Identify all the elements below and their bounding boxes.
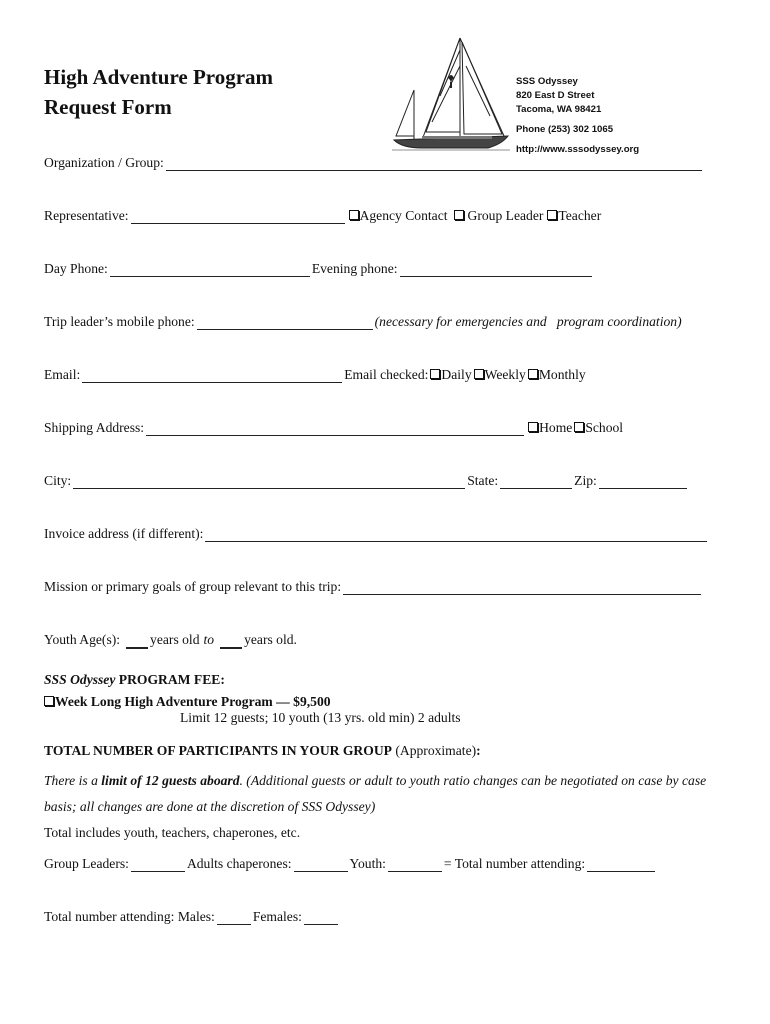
day-phone-label: Day Phone: <box>44 261 108 276</box>
note-part1: There is a <box>44 773 102 788</box>
week-long-label: Week Long High Adventure Program — $9,500 <box>55 694 331 709</box>
daily-checkbox[interactable] <box>430 369 440 379</box>
day-phone-field[interactable] <box>110 263 310 277</box>
fee-heading-rest: PROGRAM FEE: <box>115 672 225 687</box>
organization-label: Organization / Group: <box>44 155 164 170</box>
total-label: = Total number attending: <box>443 856 586 871</box>
weekly-label: Weekly <box>484 367 526 382</box>
mission-field[interactable] <box>343 581 701 595</box>
participants-heading-bold: TOTAL NUMBER OF PARTICIPANTS IN YOUR GROUP <box>44 743 392 758</box>
contact-street: 820 East D Street <box>516 90 595 101</box>
representative-row <box>44 208 601 224</box>
sailboat-icon <box>392 36 510 151</box>
limit-text: Limit 12 guests; 10 youth (13 yrs. old min) 2 adults <box>180 710 461 725</box>
organization-row <box>44 155 704 171</box>
daily-label: Daily <box>441 367 472 382</box>
youth-age-min-field[interactable] <box>126 634 148 649</box>
school-label: School <box>585 420 624 435</box>
city-label: City: <box>44 473 72 488</box>
youth-age-max-field[interactable] <box>220 634 242 649</box>
group-leader-checkbox[interactable] <box>454 210 464 220</box>
gender-counts-row <box>44 909 340 925</box>
title-line-2: Request Form <box>44 95 172 119</box>
trip-leader-phone-field[interactable] <box>197 316 373 330</box>
evening-phone-label: Evening phone: <box>311 261 398 276</box>
state-label: State: <box>467 473 499 488</box>
females-field[interactable] <box>304 911 338 925</box>
participants-heading <box>44 743 481 759</box>
organization-field[interactable] <box>166 157 702 171</box>
teacher-checkbox[interactable] <box>547 210 557 220</box>
weekly-checkbox[interactable] <box>474 369 484 379</box>
group-leader-label: Group Leader <box>467 208 544 223</box>
years-old-end-label: years old. <box>244 632 297 647</box>
note-part2: . (Additional guests or adult to youth ratio changes can be negotiated on case by case <box>239 773 707 788</box>
note-bold: limit of 12 guests aboard <box>101 773 240 788</box>
program-option-row <box>44 694 331 710</box>
invoice-address-field[interactable] <box>205 528 707 542</box>
youth-field[interactable] <box>388 858 442 872</box>
email-checked-label: Email checked: <box>344 367 429 382</box>
trip-leader-label: Trip leader’s mobile phone: <box>44 314 195 329</box>
to-label: to <box>203 632 215 647</box>
representative-label: Representative: <box>44 208 129 223</box>
shipping-row <box>44 420 623 436</box>
contact-name: SSS Odyssey <box>516 76 578 87</box>
teacher-label: Teacher <box>558 208 602 223</box>
evening-phone-field[interactable] <box>400 263 592 277</box>
includes-text: Total includes youth, teachers, chaperones, etc. <box>44 825 301 840</box>
zip-field[interactable] <box>599 475 687 489</box>
monthly-label: Monthly <box>538 367 586 382</box>
title-line-1: High Adventure Program <box>44 65 274 89</box>
group-leaders-label: Group Leaders: <box>44 856 129 871</box>
home-checkbox[interactable] <box>528 422 538 432</box>
phone-row <box>44 261 594 277</box>
school-checkbox[interactable] <box>574 422 584 432</box>
guest-limit-note <box>44 773 706 789</box>
shipping-label: Shipping Address: <box>44 420 145 435</box>
contact-phone: Phone (253) 302 1065 <box>516 124 614 135</box>
group-leaders-field[interactable] <box>131 858 185 872</box>
city-row <box>44 473 689 489</box>
trip-leader-note: (necessary for emergencies and program coordination) <box>374 314 682 329</box>
invoice-label: Invoice address (if different): <box>44 526 204 541</box>
males-label: Total number attending: Males: <box>44 909 215 924</box>
monthly-checkbox[interactable] <box>528 369 538 379</box>
email-field[interactable] <box>82 369 342 383</box>
males-field[interactable] <box>217 911 251 925</box>
trip-leader-row <box>44 314 682 330</box>
zip-label: Zip: <box>574 473 597 488</box>
home-label: Home <box>539 420 573 435</box>
adults-label: Adults chaperones: <box>186 856 292 871</box>
years-old-label: years old <box>150 632 200 647</box>
mission-label: Mission or primary goals of group relevant to this trip: <box>44 579 342 594</box>
contact-url[interactable]: http://www.sssodyssey.org <box>516 144 640 155</box>
week-long-checkbox[interactable] <box>44 696 54 706</box>
participant-counts-row <box>44 856 657 872</box>
adults-field[interactable] <box>294 858 348 872</box>
mission-row <box>44 579 703 595</box>
youth-age-row <box>44 632 297 649</box>
agency-contact-checkbox[interactable] <box>349 210 359 220</box>
representative-field[interactable] <box>131 210 345 224</box>
youth-age-label: Youth Age(s): <box>44 632 121 647</box>
email-label: Email: <box>44 367 81 382</box>
invoice-row <box>44 526 709 542</box>
fee-heading-italic: SSS Odyssey <box>44 672 116 687</box>
program-fee-heading <box>44 672 225 688</box>
email-row <box>44 367 586 383</box>
page-title <box>44 62 273 122</box>
participants-heading-colon: : <box>476 743 481 758</box>
agency-contact-label: Agency Contact <box>359 208 448 223</box>
city-field[interactable] <box>73 475 465 489</box>
females-label: Females: <box>252 909 302 924</box>
participants-heading-normal: (Approximate) <box>391 743 477 758</box>
note-line-2: basis; all changes are done at the discretion of SSS Odyssey) <box>44 799 376 814</box>
state-field[interactable] <box>500 475 572 489</box>
contact-block <box>516 75 639 157</box>
contact-city: Tacoma, WA 98421 <box>516 104 602 115</box>
youth-label: Youth: <box>349 856 386 871</box>
shipping-address-field[interactable] <box>146 422 524 436</box>
total-field[interactable] <box>587 858 655 872</box>
